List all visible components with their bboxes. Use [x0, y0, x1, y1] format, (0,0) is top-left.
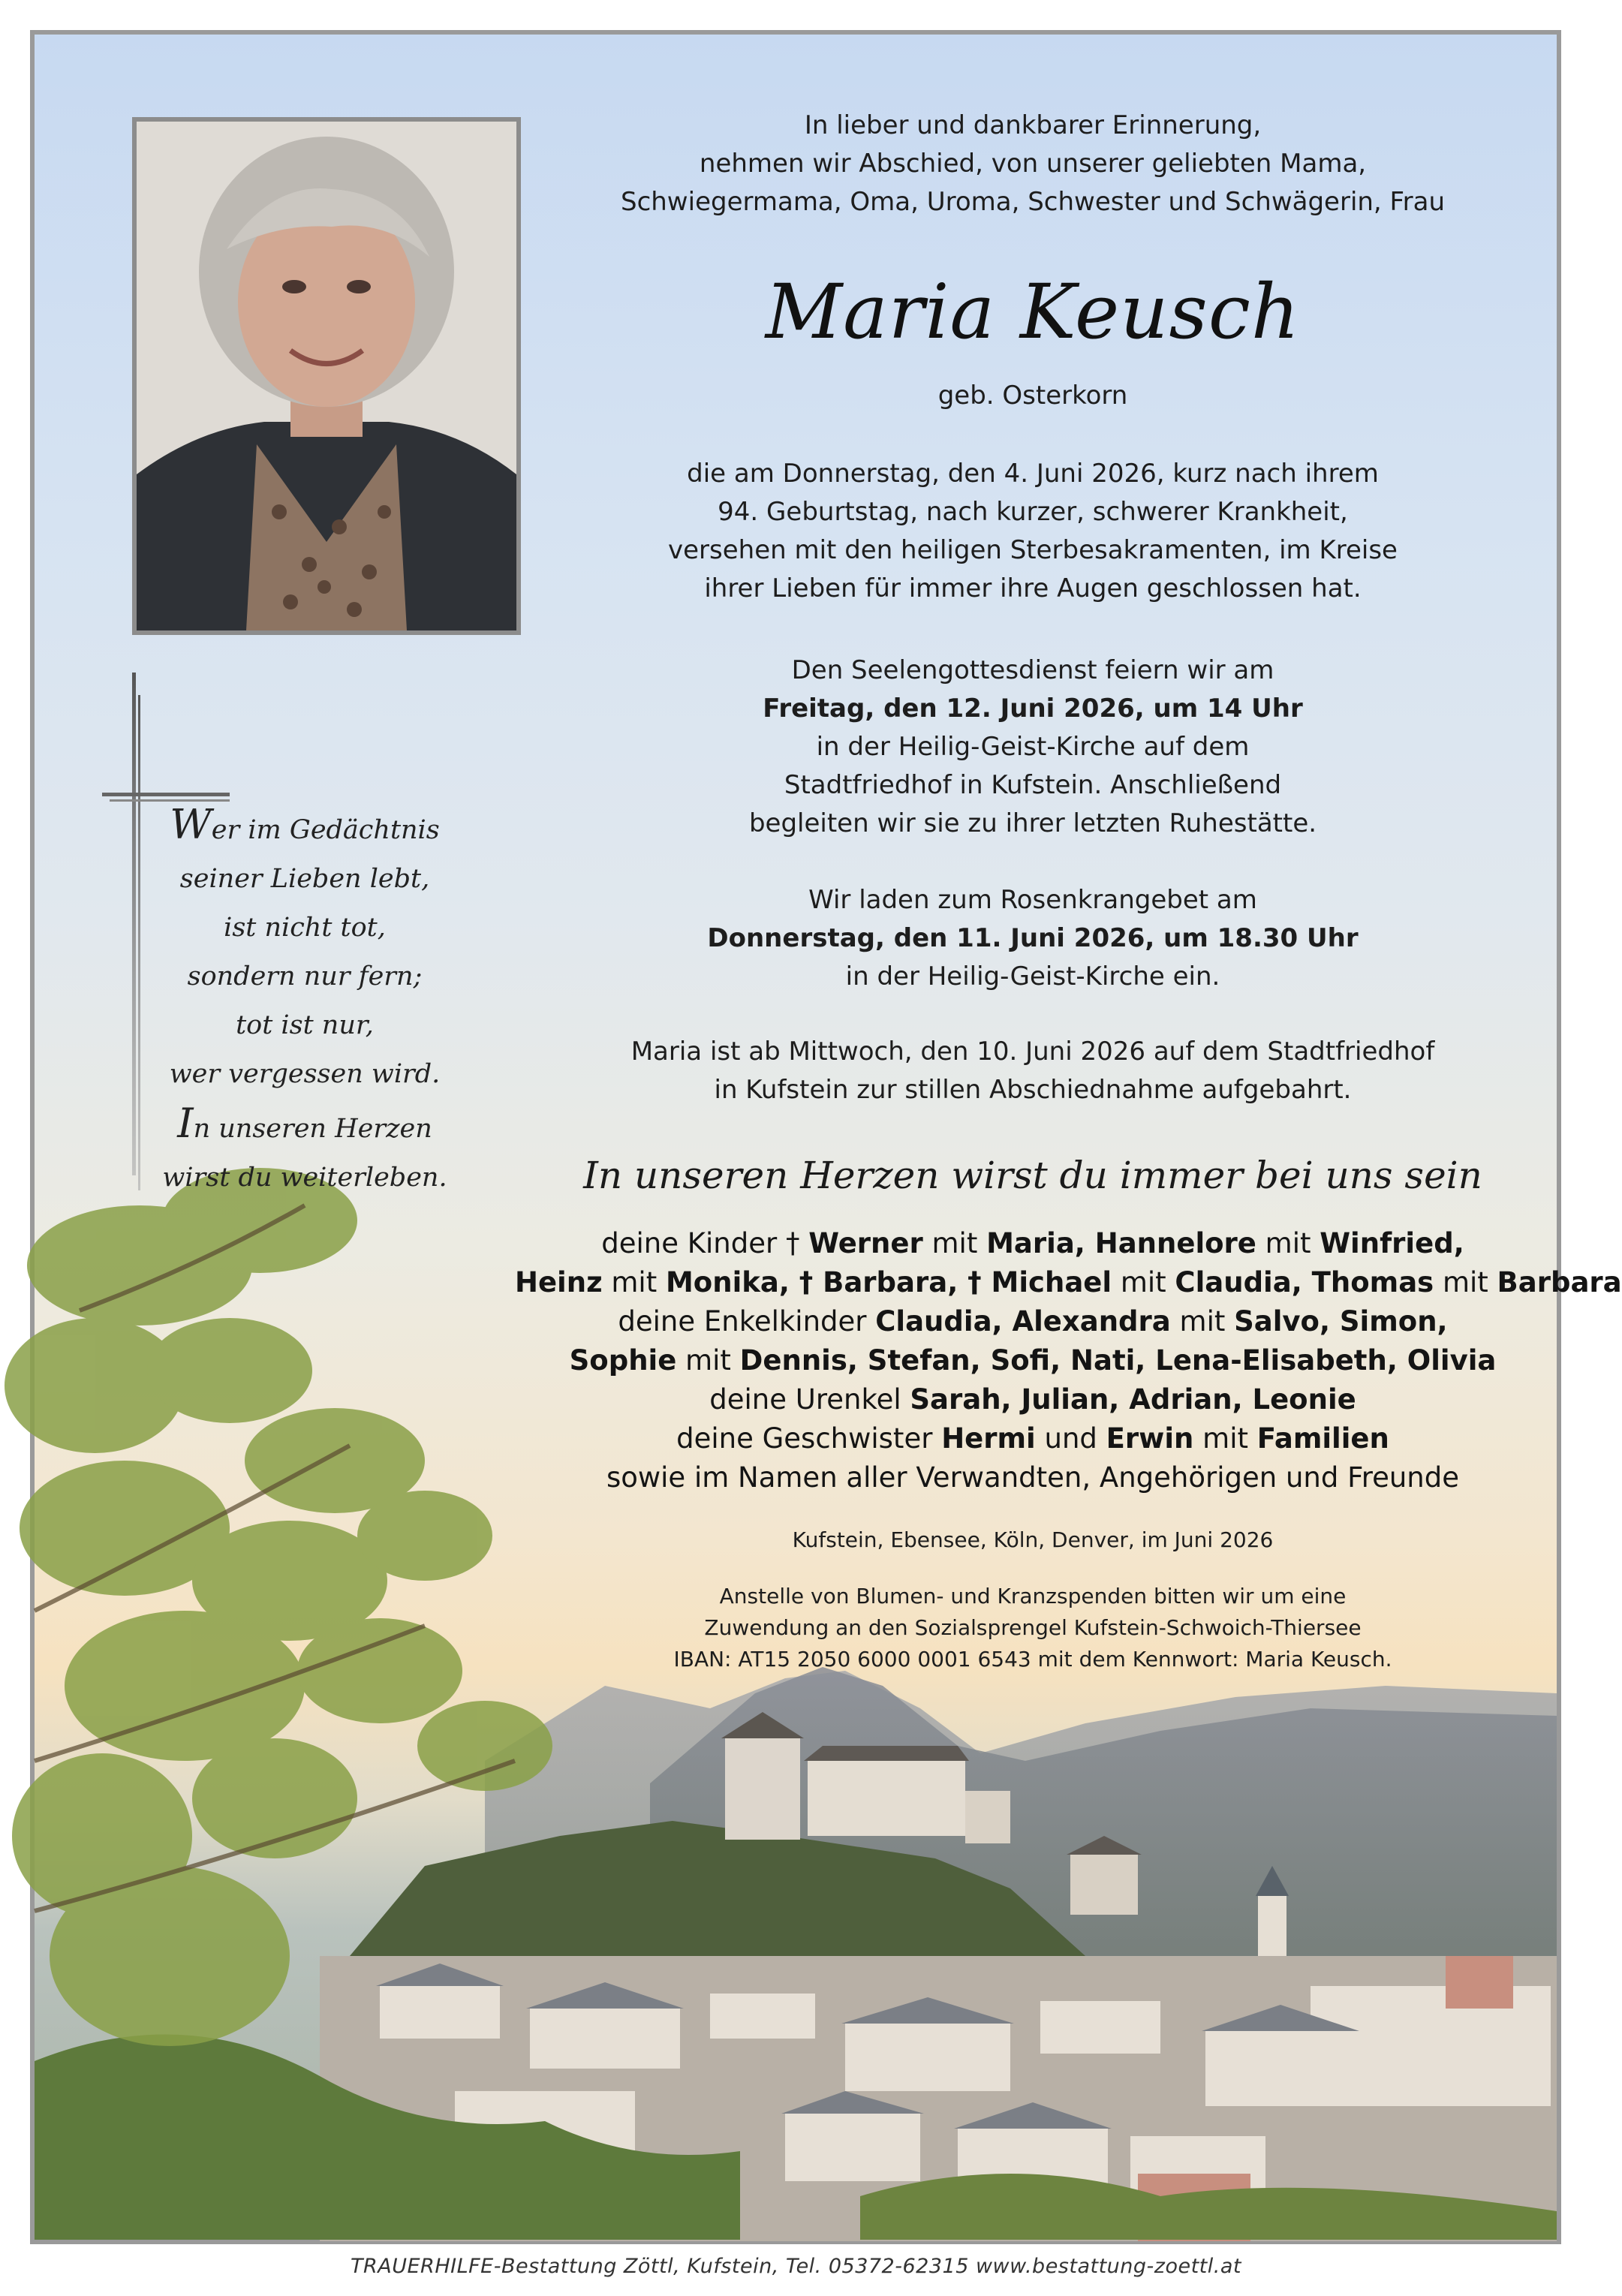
portrait-photo — [132, 117, 521, 635]
funeral-info — [545, 651, 1521, 843]
intro-line: nehmen wir Abschied, von unserer geliebten Mama, — [699, 149, 1367, 179]
quote-line: wer vergessen wird. — [169, 1059, 441, 1089]
donation-line: Anstelle von Blumen- und Kranzspenden bitten wir um eine — [719, 1584, 1347, 1608]
deceased-name: Maria Keusch — [765, 268, 1301, 356]
quote-line: sondern nur fern; — [187, 961, 423, 992]
mourners-row: deine Urenkel Sarah, Julian, Adrian, Leonie — [709, 1383, 1356, 1416]
notice-line: 94. Geburtstag, nach kurzer, schwerer Krankheit, — [718, 497, 1348, 527]
funeral-line: begleiten wir sie zu ihrer letzten Ruhestätte. — [748, 808, 1317, 838]
rosary-info — [545, 881, 1521, 996]
mourners-row: sowie im Namen aller Verwandten, Angehörigen und Freunde — [606, 1461, 1460, 1494]
viewing-line: in Kufstein zur stillen Abschiednahme aufgebahrt. — [714, 1075, 1352, 1105]
mourners-row: Heinz mit Monika, † Barbara, † Michael mit Claudia, Thomas mit Barbara — [515, 1266, 1622, 1298]
funeral-line: in der Heilig-Geist-Kirche auf dem — [816, 732, 1250, 762]
quote-line: er im Gedächtnis — [211, 815, 440, 845]
donation-line: IBAN: AT15 2050 6000 0001 6543 mit dem Kennwort: Maria Keusch. — [673, 1647, 1392, 1672]
intro-text — [545, 107, 1521, 221]
memorial-quote — [147, 800, 462, 1202]
notice-line: die am Donnerstag, den 4. Juni 2026, kurz nach ihrem — [687, 459, 1379, 489]
motto: In unseren Herzen wirst du immer bei uns sein — [583, 1154, 1482, 1197]
quote-initial: I — [177, 1100, 194, 1147]
quote-line: tot ist nur, — [236, 1010, 374, 1040]
funeral-line: Stadtfriedhof in Kufstein. Anschließend — [784, 770, 1282, 800]
quote-initial: W — [170, 801, 212, 848]
viewing-info — [545, 1033, 1521, 1109]
notice-line: ihrer Lieben für immer ihre Augen geschlossen hat. — [704, 573, 1362, 603]
quote-line: n unseren Herzen — [193, 1114, 432, 1144]
rosary-line: Wir laden zum Rosenkrangebet am — [808, 885, 1257, 915]
quote-line: ist nicht tot, — [224, 913, 386, 943]
place-date: Kufstein, Ebensee, Köln, Denver, im Juni 2026 — [792, 1527, 1274, 1552]
death-notice — [545, 455, 1521, 608]
donation-line: Zuwendung an den Sozialsprengel Kufstein-Schwoich-Thiersee — [704, 1615, 1362, 1640]
viewing-line: Maria ist ab Mittwoch, den 10. Juni 2026 auf dem Stadtfriedhof — [630, 1037, 1435, 1067]
notice-line: versehen mit den heiligen Sterbesakramenten, im Kreise — [668, 535, 1398, 565]
birth-name: geb. Osterkorn — [937, 381, 1128, 411]
funeral-date: Freitag, den 12. Juni 2026, um 14 Uhr — [763, 694, 1303, 724]
funeral-home-footer: TRAUERHILFE-Bestattung Zöttl, Kufstein, Tel. 05372-62315 www.bestattung-zoettl.at — [351, 2255, 1241, 2278]
donation-note — [545, 1581, 1521, 1675]
intro-line: In lieber und dankbarer Erinnerung, — [804, 110, 1262, 140]
mourners-row: deine Kinder † Werner mit Maria, Hannelore mit Winfried, — [601, 1227, 1464, 1259]
intro-line: Schwiegermama, Oma, Uroma, Schwester und Schwägerin, Frau — [620, 187, 1445, 217]
quote-line: seiner Lieben lebt, — [179, 864, 430, 894]
mourners-row: deine Geschwister Hermi und Erwin mit Familien — [676, 1422, 1389, 1455]
mourners-row: deine Enkelkinder Claudia, Alexandra mit Salvo, Simon, — [618, 1305, 1448, 1338]
quote-line: wirst du weiterleben. — [162, 1163, 447, 1193]
obituary-card — [30, 30, 1622, 2244]
mourners-list — [515, 1224, 1622, 1497]
mourners-row: Sophie mit Dennis, Stefan, Sofi, Nati, Lena-Elisabeth, Olivia — [569, 1344, 1497, 1377]
rosary-date: Donnerstag, den 11. Juni 2026, um 18.30 Uhr — [707, 923, 1359, 953]
rosary-line: in der Heilig-Geist-Kirche ein. — [845, 961, 1220, 992]
funeral-line: Den Seelengottesdienst feiern wir am — [791, 655, 1274, 685]
